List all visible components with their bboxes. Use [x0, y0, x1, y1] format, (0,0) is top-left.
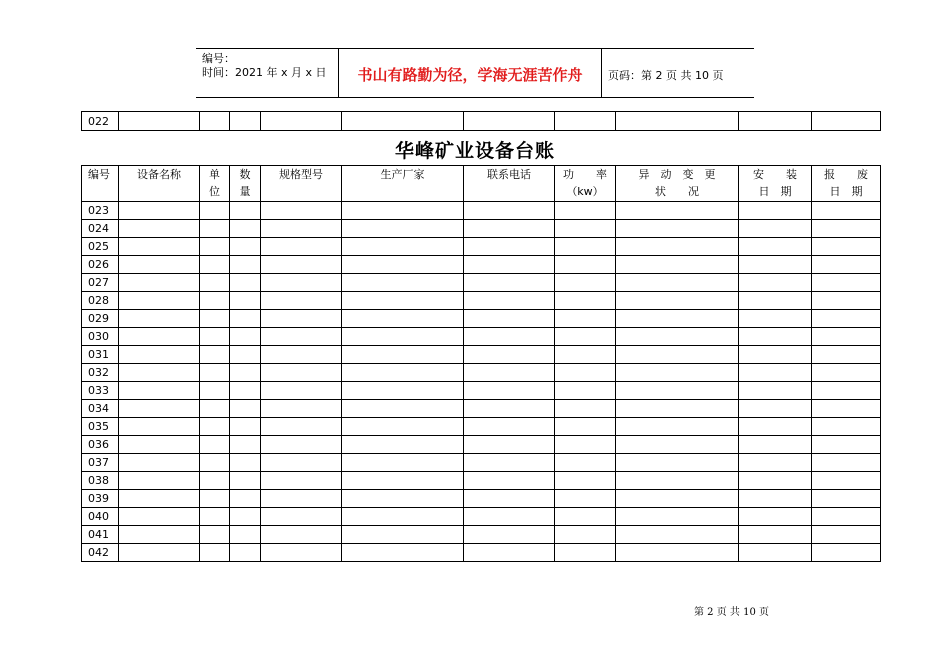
table-cell — [616, 292, 739, 310]
page-footer: 第 2 页 共 10 页 — [694, 607, 769, 618]
table-row — [82, 310, 881, 328]
row-number: 025 — [82, 238, 119, 256]
table-row — [82, 328, 881, 346]
table-cell — [200, 328, 230, 346]
table-row — [82, 436, 881, 454]
table-cell — [616, 418, 739, 436]
table-row — [82, 418, 881, 436]
table-cell — [616, 310, 739, 328]
table-cell — [261, 274, 342, 292]
table-cell — [739, 400, 812, 418]
table-cell — [616, 238, 739, 256]
row-number: 034 — [82, 400, 119, 418]
table-cell — [464, 490, 555, 508]
column-header — [464, 166, 555, 202]
table-cell — [342, 202, 464, 220]
table-cell — [230, 382, 261, 400]
table-cell — [261, 544, 342, 562]
table-cell — [739, 490, 812, 508]
column-header-line: 安 装 — [753, 168, 797, 181]
table-cell — [739, 220, 812, 238]
equipment-ledger-table — [81, 165, 881, 562]
table-cell — [230, 292, 261, 310]
table-cell — [200, 364, 230, 382]
table-cell — [739, 310, 812, 328]
table-cell — [230, 220, 261, 238]
table-cell — [555, 418, 616, 436]
column-header-line: 位 — [209, 185, 220, 198]
table-row — [82, 526, 881, 544]
header-motto: 书山有路勤为径，学海无涯苦作舟 — [357, 66, 583, 84]
table-cell — [464, 346, 555, 364]
table-cell — [464, 454, 555, 472]
row-number: 040 — [82, 508, 119, 526]
table-cell — [464, 274, 555, 292]
table-cell — [812, 202, 881, 220]
row-number: 032 — [82, 364, 119, 382]
table-cell — [555, 220, 616, 238]
table-cell — [119, 202, 200, 220]
table-cell — [261, 292, 342, 310]
table-cell — [616, 436, 739, 454]
table-cell — [464, 472, 555, 490]
table-cell — [230, 472, 261, 490]
column-header-line: 日 期 — [829, 185, 863, 198]
table-cell — [200, 346, 230, 364]
table-row — [82, 220, 881, 238]
header-divider — [601, 49, 602, 97]
table-cell — [739, 292, 812, 310]
table-cell — [464, 382, 555, 400]
table-cell — [812, 220, 881, 238]
table-cell — [616, 526, 739, 544]
table-cell — [230, 328, 261, 346]
table-cell — [812, 490, 881, 508]
table-cell — [119, 328, 200, 346]
table-row — [82, 292, 881, 310]
table-cell — [812, 436, 881, 454]
column-header-line: 设备名称 — [137, 168, 181, 181]
table-cell — [812, 454, 881, 472]
column-header-line: 异 动 变 更 — [638, 168, 716, 181]
table-cell — [464, 256, 555, 274]
table-cell — [342, 490, 464, 508]
table-cell — [119, 292, 200, 310]
table-cell — [200, 472, 230, 490]
table-cell — [200, 310, 230, 328]
table-cell — [812, 292, 881, 310]
table-cell — [261, 472, 342, 490]
table-cell — [812, 346, 881, 364]
table-cell — [230, 418, 261, 436]
table-cell — [119, 400, 200, 418]
table-cell — [464, 328, 555, 346]
table-cell — [555, 364, 616, 382]
table-cell — [261, 220, 342, 238]
table-cell — [261, 238, 342, 256]
table-row — [82, 364, 881, 382]
row-number: 042 — [82, 544, 119, 562]
table-cell — [342, 220, 464, 238]
table-cell — [230, 346, 261, 364]
table-cell — [342, 292, 464, 310]
table-cell — [119, 382, 200, 400]
table-cell — [119, 346, 200, 364]
table-cell — [342, 400, 464, 418]
column-header-line: 编号 — [88, 168, 110, 181]
row-number: 038 — [82, 472, 119, 490]
table-cell — [261, 310, 342, 328]
table-cell — [119, 274, 200, 292]
document-title: 华峰矿业设备台账 — [394, 140, 555, 162]
table-cell — [200, 400, 230, 418]
table-cell — [119, 220, 200, 238]
table-cell — [464, 526, 555, 544]
row-number: 022 — [82, 112, 119, 131]
table-cell — [616, 544, 739, 562]
column-header-line: （kw） — [566, 185, 604, 198]
table-cell — [739, 364, 812, 382]
table-cell — [616, 472, 739, 490]
column-header-line: 单 — [209, 168, 220, 181]
table-cell — [739, 418, 812, 436]
table-cell — [119, 256, 200, 274]
table-cell — [261, 382, 342, 400]
table-cell — [616, 220, 739, 238]
table-cell — [464, 400, 555, 418]
table-cell — [739, 346, 812, 364]
table-cell — [119, 418, 200, 436]
table-cell — [200, 274, 230, 292]
table-cell — [230, 400, 261, 418]
table-cell — [119, 472, 200, 490]
table-cell — [555, 202, 616, 220]
table-cell — [739, 256, 812, 274]
time-label: 时间：2021 年 x 月 x 日 — [202, 66, 327, 79]
table-cell — [342, 436, 464, 454]
table-cell — [342, 508, 464, 526]
table-cell — [230, 508, 261, 526]
row-number: 035 — [82, 418, 119, 436]
table-cell — [119, 526, 200, 544]
table-cell — [261, 364, 342, 382]
table-cell — [812, 400, 881, 418]
table-cell — [812, 472, 881, 490]
table-cell — [812, 328, 881, 346]
table-cell — [739, 454, 812, 472]
table-cell — [464, 238, 555, 256]
table-cell — [200, 256, 230, 274]
table-cell — [261, 418, 342, 436]
header-left — [202, 52, 327, 80]
table-cell — [616, 490, 739, 508]
table-cell — [555, 382, 616, 400]
table-cell — [464, 418, 555, 436]
column-header — [82, 166, 119, 202]
table-cell — [200, 526, 230, 544]
column-header — [200, 166, 230, 202]
table-header-row — [82, 166, 881, 202]
table-cell — [555, 238, 616, 256]
table-cell — [342, 328, 464, 346]
table-cell — [230, 364, 261, 382]
table-row — [82, 490, 881, 508]
table-cell — [555, 274, 616, 292]
table-cell — [119, 310, 200, 328]
table-cell — [812, 274, 881, 292]
code-label: 编号： — [202, 52, 235, 65]
table-cell — [261, 454, 342, 472]
column-header — [342, 166, 464, 202]
row-number: 041 — [82, 526, 119, 544]
table-cell — [200, 202, 230, 220]
table-cell — [119, 490, 200, 508]
table-cell — [555, 328, 616, 346]
table-cell — [230, 202, 261, 220]
table-cell — [230, 526, 261, 544]
table-row — [82, 472, 881, 490]
table-cell — [739, 526, 812, 544]
table-cell — [812, 364, 881, 382]
table-cell — [230, 256, 261, 274]
table-cell — [119, 364, 200, 382]
column-header-line: 联系电话 — [487, 168, 531, 181]
table-cell — [342, 454, 464, 472]
row-number: 029 — [82, 310, 119, 328]
row-number: 030 — [82, 328, 119, 346]
table-cell — [230, 454, 261, 472]
table-row — [82, 454, 881, 472]
table-cell — [812, 508, 881, 526]
table-cell — [812, 382, 881, 400]
table-cell — [342, 472, 464, 490]
table-cell — [230, 490, 261, 508]
table-cell — [739, 238, 812, 256]
table-cell — [555, 472, 616, 490]
table-row — [82, 508, 881, 526]
column-header — [812, 166, 881, 202]
table-cell — [812, 544, 881, 562]
table-row — [82, 238, 881, 256]
column-header-line: 功 率 — [563, 168, 607, 181]
table-cell — [555, 310, 616, 328]
table-body — [82, 202, 881, 562]
table-cell — [261, 400, 342, 418]
table-cell — [119, 508, 200, 526]
row-number: 036 — [82, 436, 119, 454]
table-cell — [555, 346, 616, 364]
column-header — [119, 166, 200, 202]
table-cell — [555, 526, 616, 544]
table-cell — [812, 310, 881, 328]
row-number: 031 — [82, 346, 119, 364]
table-cell — [119, 454, 200, 472]
table-cell — [464, 310, 555, 328]
table-cell — [200, 418, 230, 436]
table-cell — [464, 364, 555, 382]
table-cell — [739, 202, 812, 220]
table-cell — [464, 202, 555, 220]
table-cell — [616, 346, 739, 364]
table-row — [82, 544, 881, 562]
table-cell — [555, 544, 616, 562]
table-cell — [342, 544, 464, 562]
table-cell — [200, 544, 230, 562]
table-cell — [119, 544, 200, 562]
table-cell — [739, 328, 812, 346]
table-cell — [555, 400, 616, 418]
table-cell — [342, 382, 464, 400]
table-cell — [616, 364, 739, 382]
table-cell — [342, 274, 464, 292]
table-cell — [739, 508, 812, 526]
column-header-line: 数 — [239, 168, 251, 181]
table-cell — [261, 436, 342, 454]
table-cell — [230, 274, 261, 292]
table-row — [82, 400, 881, 418]
column-header-line: 生产厂家 — [380, 168, 425, 181]
row-number: 024 — [82, 220, 119, 238]
table-cell — [555, 490, 616, 508]
table-cell — [739, 544, 812, 562]
row-number: 033 — [82, 382, 119, 400]
table-cell — [200, 490, 230, 508]
table-cell — [616, 202, 739, 220]
header-page-info: 页码：第 2 页 共 10 页 — [608, 69, 724, 82]
column-header — [555, 166, 616, 202]
table-cell — [812, 418, 881, 436]
table-cell — [342, 346, 464, 364]
table-row — [82, 256, 881, 274]
table-cell — [464, 292, 555, 310]
row-number: 039 — [82, 490, 119, 508]
row-number: 037 — [82, 454, 119, 472]
table-cell — [739, 436, 812, 454]
table-cell — [555, 436, 616, 454]
row-number: 027 — [82, 274, 119, 292]
table-cell — [342, 256, 464, 274]
table-cell — [739, 472, 812, 490]
table-cell — [261, 256, 342, 274]
table-cell — [200, 292, 230, 310]
table-cell — [261, 526, 342, 544]
table-cell — [616, 400, 739, 418]
column-header — [616, 166, 739, 202]
table-cell — [464, 544, 555, 562]
table-cell — [200, 382, 230, 400]
table-cell — [342, 364, 464, 382]
table-row — [82, 202, 881, 220]
column-header-line: 量 — [239, 185, 251, 198]
table-cell — [230, 544, 261, 562]
page-header — [196, 48, 754, 98]
table-cell — [812, 256, 881, 274]
table-row — [82, 346, 881, 364]
column-header-line: 状 况 — [655, 185, 699, 198]
column-header — [739, 166, 812, 202]
row-number: 026 — [82, 256, 119, 274]
table-cell — [200, 238, 230, 256]
table-cell — [200, 454, 230, 472]
table-cell — [119, 238, 200, 256]
table-cell — [812, 238, 881, 256]
column-header-line: 规格型号 — [279, 168, 323, 181]
table-cell — [230, 436, 261, 454]
table-cell — [342, 418, 464, 436]
table-cell — [119, 436, 200, 454]
table-cell — [261, 346, 342, 364]
column-header-line: 日 期 — [758, 185, 792, 198]
row-number: 028 — [82, 292, 119, 310]
column-header — [230, 166, 261, 202]
table-cell — [261, 202, 342, 220]
table-cell — [812, 526, 881, 544]
table-cell — [261, 508, 342, 526]
table-cell — [616, 508, 739, 526]
table-cell — [616, 328, 739, 346]
column-header-line: 报 废 — [824, 168, 868, 181]
table-cell — [464, 508, 555, 526]
table-cell — [200, 220, 230, 238]
column-header — [261, 166, 342, 202]
row-number: 023 — [82, 202, 119, 220]
table-cell — [464, 220, 555, 238]
table-cell — [464, 436, 555, 454]
table-cell — [261, 490, 342, 508]
table-cell — [555, 256, 616, 274]
table-cell — [342, 310, 464, 328]
table-cell — [616, 454, 739, 472]
table-cell — [616, 382, 739, 400]
table-cell — [616, 274, 739, 292]
table-cell — [555, 292, 616, 310]
previous-page-row — [81, 111, 881, 131]
table-row — [82, 112, 881, 131]
table-cell — [739, 274, 812, 292]
table-cell — [342, 238, 464, 256]
table-cell — [200, 436, 230, 454]
table-cell — [261, 328, 342, 346]
table-cell — [555, 454, 616, 472]
table-cell — [200, 508, 230, 526]
table-row — [82, 382, 881, 400]
table-row — [82, 274, 881, 292]
table-cell — [616, 256, 739, 274]
table-cell — [230, 238, 261, 256]
table-cell — [230, 310, 261, 328]
table-cell — [555, 508, 616, 526]
table-cell — [342, 526, 464, 544]
table-cell — [739, 382, 812, 400]
